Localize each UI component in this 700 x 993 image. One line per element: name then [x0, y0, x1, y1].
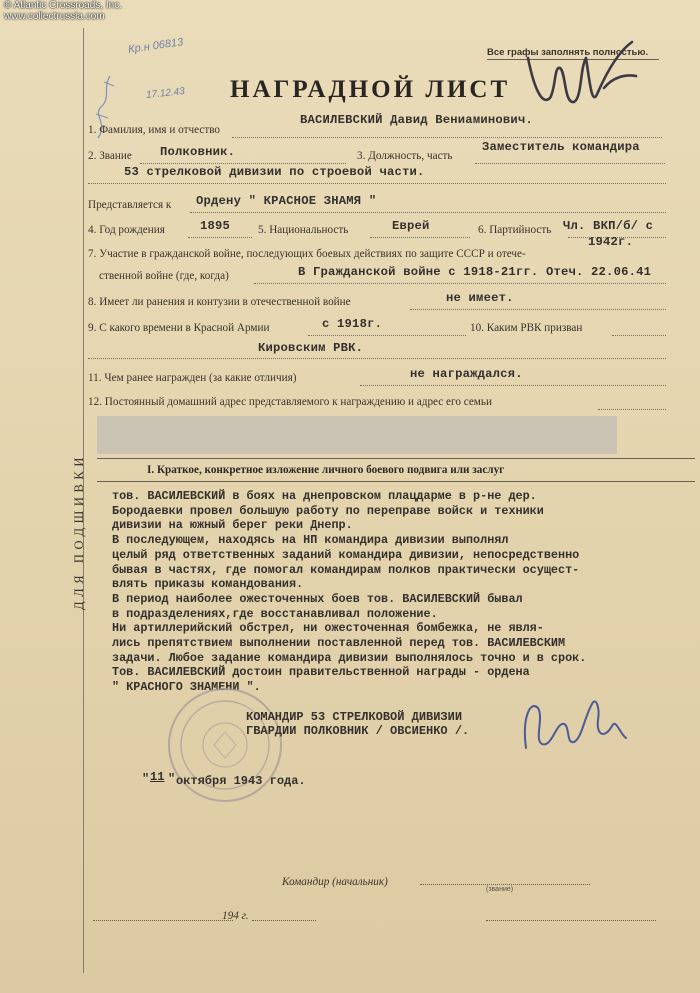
field-2-value: Полковник. — [160, 145, 236, 159]
citation-text — [112, 489, 697, 695]
field-1-value: ВАСИЛЕВСКИЙ Давид Вениаминович. — [300, 113, 533, 127]
field-4-label: 4. Год рождения — [88, 224, 165, 236]
citation-line: дивизии на южный берег реки Днепр. — [112, 518, 353, 533]
citation-line: бывая в частях, где помогал командирам полков практически осущест- — [112, 562, 580, 577]
date-day: 11 — [150, 770, 165, 784]
section-rule-bottom — [97, 481, 695, 482]
date-quote-close: " — [168, 772, 176, 786]
recommended-value: Ордену " КРАСНОЕ ЗНАМЯ " — [196, 194, 377, 208]
field-7-value: В Гражданской войне с 1918-21гг. Отеч. 22.06.41 — [298, 265, 652, 279]
field-11-value: не награждался. — [410, 367, 523, 381]
section-rule-top — [97, 458, 695, 459]
signature-title: КОМАНДИР 53 СТРЕЛКОВОЙ ДИВИЗИИ — [246, 710, 463, 724]
field-10-label: 10. Каким РВК призван — [470, 322, 583, 334]
field-11-label: 11. Чем ранее награжден (за какие отличия) — [88, 372, 297, 384]
field-6-value: Чл. ВКП/б/ с — [563, 219, 654, 233]
citation-line: Бородаевки провел большую работу по переправе войск и техники — [112, 503, 544, 518]
field-3-value-2: 53 стрелковой дивизии по строевой части. — [124, 165, 425, 179]
date-quote-open: " — [142, 772, 150, 786]
citation-line: тов. ВАСИЛЕВСКИЙ в боях на днепровском плацдарме в р-не дер. — [112, 489, 537, 503]
citation-line: Тов. ВАСИЛЕВСКИЙ достоин правительственной награды - ордена — [112, 665, 530, 680]
field-5-value: Еврей — [392, 219, 430, 233]
citation-line: лись препятствием выполнении поставленной перед тов. ВАСИЛЕВСКИМ — [112, 636, 566, 651]
handwritten-reg-number: Кр.н 06813 — [127, 36, 184, 56]
footer-date-line-2 — [252, 920, 316, 921]
page-title: НАГРАДНОЙ ЛИСТ — [230, 76, 511, 103]
citation-line: Ни артиллерийский обстрел, ни ожесточенная бомбежка, не явля- — [112, 621, 544, 636]
field-8-value: не имеет. — [446, 291, 514, 305]
top-instruction: Все графы заполнять полностью. — [487, 47, 649, 58]
resolution-signature — [520, 28, 640, 128]
watermark-line1: © Atlantic Crossroads, Inc. — [4, 0, 122, 11]
field-3-value: Заместитель командира — [482, 140, 640, 154]
citation-line: В последующем, находясь на НП командира дивизии выполнял — [112, 533, 509, 548]
field-4-line — [188, 237, 252, 238]
binding-margin-label: ДЛЯ ПОДШИВКИ — [72, 453, 86, 610]
field-10-line-2 — [88, 358, 666, 359]
recommended-label: Представляется к — [88, 199, 172, 211]
field-8-label: 8. Имеет ли ранения и контузии в отечественной войне — [88, 296, 351, 308]
signature-name: ГВАРДИИ ПОЛКОВНИК / ОВСИЕНКО /. — [246, 724, 470, 738]
field-9-value: с 1918г. — [322, 317, 383, 331]
field-6-label: 6. Партийность — [478, 224, 552, 236]
footer-date-line — [93, 920, 233, 921]
handwritten-reg-date: 17.12.43 — [145, 85, 186, 102]
field-3-label: 3. Должность, часть — [357, 150, 453, 162]
redacted-address — [97, 416, 617, 454]
field-6-value-2: 1942г. — [588, 235, 634, 249]
field-12-label: 12. Постоянный домашний адрес представляемого к награждению и адрес его семьи — [88, 396, 492, 408]
field-9-label: 9. С какого времени в Красной Армии — [88, 322, 270, 334]
field-2-label: 2. Звание — [88, 150, 132, 162]
field-1-label: 1. Фамилия, имя и отчество — [88, 124, 221, 136]
field-2-line — [140, 163, 346, 164]
watermark-line2: www.collectrussia.com — [4, 11, 105, 22]
field-3-line — [475, 163, 665, 164]
field-5-label: 5. Национальность — [258, 224, 349, 236]
field-3-line-2 — [88, 183, 666, 184]
field-4-value: 1895 — [200, 219, 231, 233]
date-rest: октября 1943 года. — [176, 774, 306, 788]
commander-label: Командир (начальник) — [282, 876, 388, 888]
citation-line: в подразделениях,где восстанавливал положение. — [112, 606, 438, 621]
field-11-line — [360, 385, 666, 386]
citation-line: влять приказы командования. — [112, 577, 304, 592]
field-12-line — [598, 409, 666, 410]
recommended-line — [190, 212, 666, 213]
footer-signature-line — [486, 920, 656, 921]
field-9-line — [308, 335, 466, 336]
field-10-value: Кировским РВК. — [258, 341, 364, 355]
field-7-line — [254, 283, 666, 284]
field-7-label: 7. Участие в гражданской войне, последующих боевых действиях по защите СССР и отече- — [88, 248, 526, 260]
field-7-label-2: ственной войне (где, когда) — [99, 270, 229, 282]
commander-name-hint: (звание) — [486, 886, 514, 893]
footer-year: 194 г. — [222, 910, 249, 922]
citation-line: В период наиболее ожесточенных боев тов. ВАСИЛЕВСКИЙ бывал — [112, 591, 523, 606]
citation-line: задачи. Любое задание командира дивизии выполнялось точно и в срок. — [112, 650, 587, 665]
field-5-line — [370, 237, 470, 238]
field-8-line — [410, 309, 666, 310]
citation-line: целый ряд ответственных заданий командира дивизии, непосредственно — [112, 547, 580, 562]
commander-line — [420, 884, 590, 885]
section-title: I. Краткое, конкретное изложение личного боевого подвига или заслуг — [147, 464, 505, 476]
field-1-line — [232, 137, 662, 138]
citation-line: " КРАСНОГО ЗНАМЕНИ ". — [112, 680, 261, 695]
commander-signature — [512, 678, 632, 768]
watermark — [4, 0, 122, 22]
field-10-line — [612, 335, 666, 336]
